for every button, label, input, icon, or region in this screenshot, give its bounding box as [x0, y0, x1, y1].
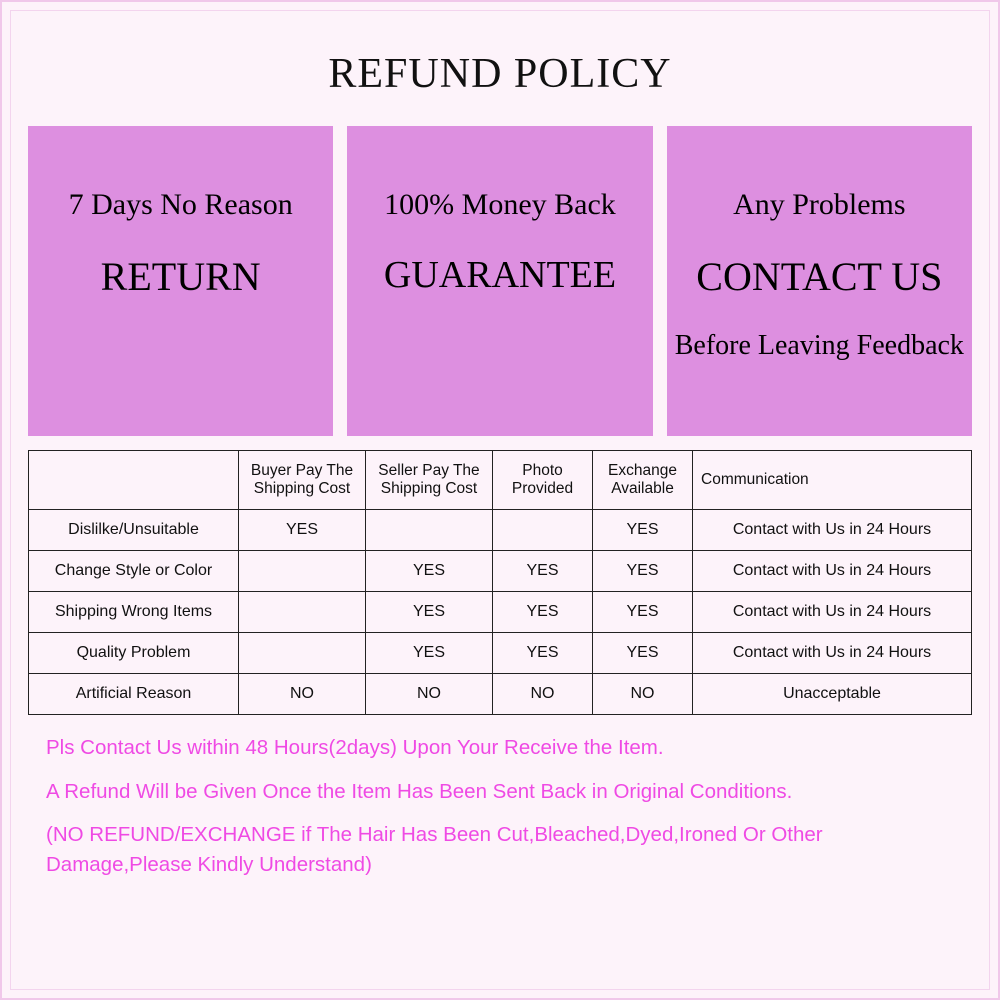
cell-exchange: YES [593, 551, 693, 592]
cell-seller-pay: YES [366, 592, 493, 633]
header-buyer-pay: Buyer Pay The Shipping Cost [239, 451, 366, 510]
cell-exchange: YES [593, 633, 693, 674]
cell-communication: Contact with Us in 24 Hours [693, 551, 972, 592]
cell-buyer-pay [239, 633, 366, 674]
card-return-title: RETURN [100, 254, 261, 299]
cell-seller-pay: YES [366, 551, 493, 592]
cell-buyer-pay: YES [239, 510, 366, 551]
cell-exchange: YES [593, 510, 693, 551]
cell-seller-pay [366, 510, 493, 551]
table-row [29, 633, 972, 674]
cell-exchange: NO [593, 674, 693, 715]
page-title: REFUND POLICY [328, 51, 672, 97]
cell-photo: YES [493, 592, 593, 633]
policy-notes [46, 733, 972, 880]
cell-buyer-pay: NO [239, 674, 366, 715]
cell-communication: Contact with Us in 24 Hours [693, 510, 972, 551]
row-label: Change Style or Color [29, 551, 239, 592]
card-return [28, 126, 333, 436]
header-seller-pay: Seller Pay The Shipping Cost [366, 451, 493, 510]
cell-seller-pay: YES [366, 633, 493, 674]
cell-photo [493, 510, 593, 551]
note-contact-window: Pls Contact Us within 48 Hours(2days) Upon Your Receive the Item. [46, 736, 664, 759]
card-guarantee [347, 126, 652, 436]
table-row [29, 510, 972, 551]
table-row [29, 674, 972, 715]
card-contact [667, 126, 972, 436]
row-label: Artificial Reason [29, 674, 239, 715]
header-blank [29, 451, 239, 510]
cell-communication: Contact with Us in 24 Hours [693, 592, 972, 633]
cell-photo: NO [493, 674, 593, 715]
cell-photo: YES [493, 633, 593, 674]
row-label: Shipping Wrong Items [29, 592, 239, 633]
row-label: Dislilke/Unsuitable [29, 510, 239, 551]
table-row [29, 592, 972, 633]
card-contact-subtitle: Any Problems [733, 188, 906, 221]
cell-buyer-pay [239, 592, 366, 633]
card-return-subtitle: 7 Days No Reason [68, 188, 293, 221]
cell-buyer-pay [239, 551, 366, 592]
table-header-row [29, 451, 972, 510]
cell-communication: Contact with Us in 24 Hours [693, 633, 972, 674]
cell-seller-pay: NO [366, 674, 493, 715]
cell-exchange: YES [593, 592, 693, 633]
header-photo-provided: Photo Provided [493, 451, 593, 510]
header-communication: Communication [693, 451, 972, 510]
cell-photo: YES [493, 551, 593, 592]
row-label: Quality Problem [29, 633, 239, 674]
cell-communication: Unacceptable [693, 674, 972, 715]
note-no-refund-exception: (NO REFUND/EXCHANGE if The Hair Has Been Cut,Bleached,Dyed,Ironed Or Other Damage,Please Kindly Understand) [46, 823, 823, 877]
card-contact-title: CONTACT US [696, 254, 943, 299]
card-contact-note: Before Leaving Feedback [674, 330, 964, 361]
card-guarantee-subtitle: 100% Money Back [384, 188, 616, 221]
table-row [29, 551, 972, 592]
header-exchange-available: Exchange Available [593, 451, 693, 510]
highlight-cards [28, 126, 972, 436]
policy-table [28, 450, 972, 715]
card-guarantee-title: GUARANTEE [383, 254, 617, 296]
note-refund-condition: A Refund Will be Given Once the Item Has Been Sent Back in Original Conditions. [46, 779, 793, 803]
